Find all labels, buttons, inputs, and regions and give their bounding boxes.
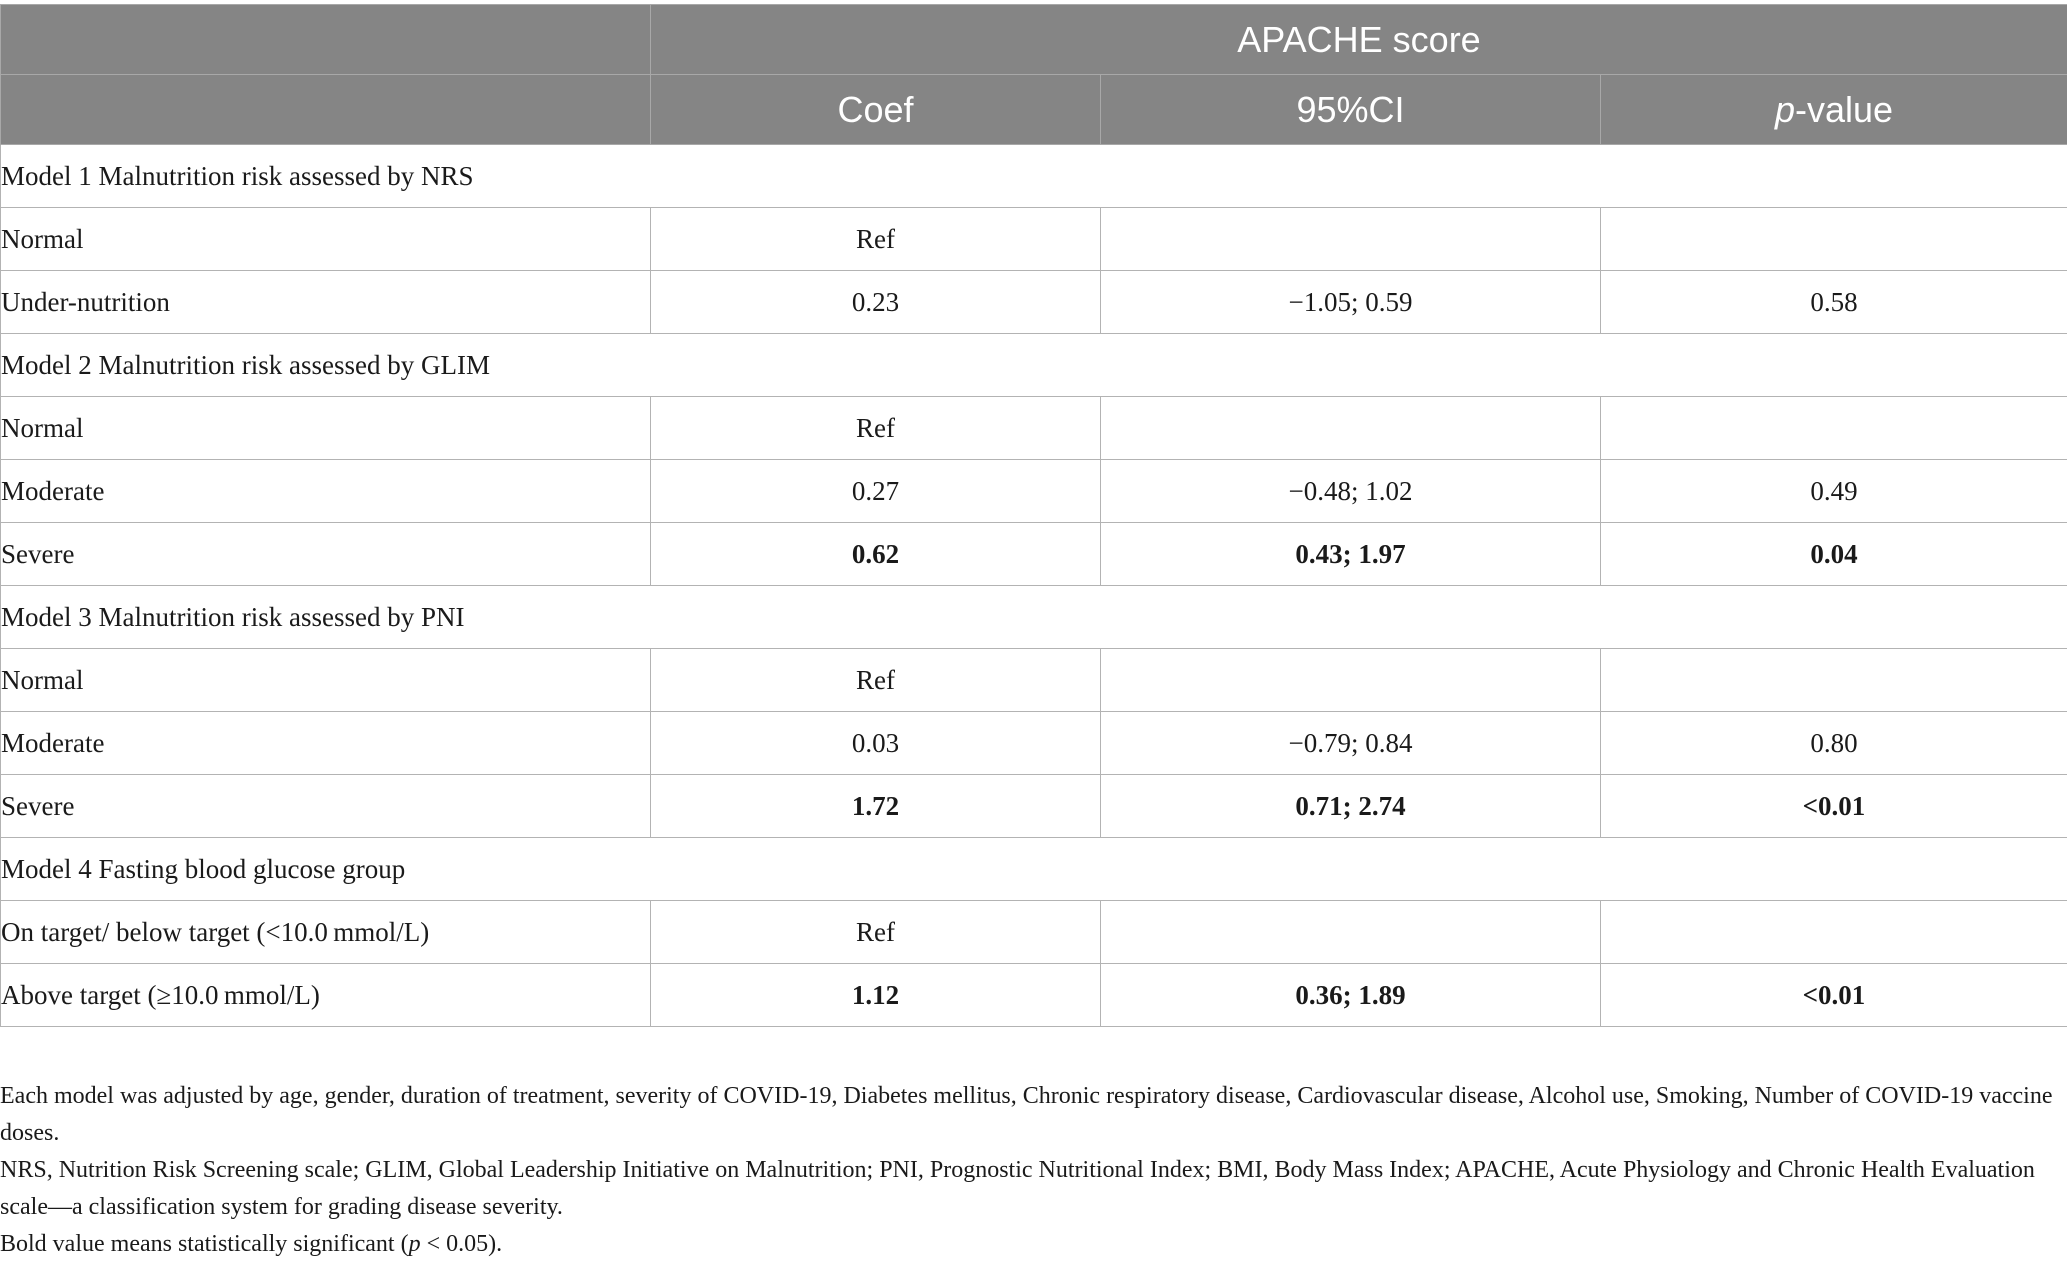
coef-cell: Ref bbox=[651, 397, 1101, 460]
coef-cell: 1.12 bbox=[651, 964, 1101, 1027]
p-value-cell: 0.49 bbox=[1601, 460, 2067, 523]
table-row bbox=[1, 712, 2067, 775]
table-row bbox=[1, 271, 2067, 334]
table-body bbox=[1, 145, 2067, 1027]
p-value-cell bbox=[1601, 901, 2067, 964]
coef-cell: 0.23 bbox=[651, 271, 1101, 334]
ci-cell: 0.43; 1.97 bbox=[1101, 523, 1601, 586]
p-value-column-header bbox=[1601, 75, 2067, 145]
ci-cell bbox=[1101, 208, 1601, 271]
table-footnotes bbox=[0, 1078, 2067, 1263]
table-row bbox=[1, 775, 2067, 838]
p-value-cell: <0.01 bbox=[1601, 775, 2067, 838]
p-value-cell bbox=[1601, 649, 2067, 712]
coef-cell: 0.03 bbox=[651, 712, 1101, 775]
ci-cell: −0.79; 0.84 bbox=[1101, 712, 1601, 775]
model-group-label: Model 3 Malnutrition risk assessed by PNI bbox=[1, 586, 2067, 649]
coef-cell: 0.62 bbox=[651, 523, 1101, 586]
model-group-label: Model 2 Malnutrition risk assessed by GLIM bbox=[1, 334, 2067, 397]
row-label: Normal bbox=[1, 208, 651, 271]
coef-cell: Ref bbox=[651, 649, 1101, 712]
model-group-row bbox=[1, 145, 2067, 208]
table-row bbox=[1, 460, 2067, 523]
model-group-label: Model 1 Malnutrition risk assessed by NRS bbox=[1, 145, 2067, 208]
row-label: Normal bbox=[1, 397, 651, 460]
header-empty-cell bbox=[1, 5, 651, 75]
row-label: Normal bbox=[1, 649, 651, 712]
row-label: Moderate bbox=[1, 712, 651, 775]
table-row bbox=[1, 208, 2067, 271]
super-header-row bbox=[1, 5, 2067, 75]
table-row bbox=[1, 523, 2067, 586]
model-group-row bbox=[1, 586, 2067, 649]
p-value-cell: 0.80 bbox=[1601, 712, 2067, 775]
ci-cell: −0.48; 1.02 bbox=[1101, 460, 1601, 523]
row-label: Severe bbox=[1, 775, 651, 838]
ci-cell bbox=[1101, 397, 1601, 460]
p-value-cell bbox=[1601, 397, 2067, 460]
coef-cell: 1.72 bbox=[651, 775, 1101, 838]
table-row bbox=[1, 397, 2067, 460]
significance-note bbox=[0, 1226, 2067, 1263]
p-suffix: -value bbox=[1794, 88, 1894, 130]
p-value-cell: <0.01 bbox=[1601, 964, 2067, 1027]
ci-cell: 0.36; 1.89 bbox=[1101, 964, 1601, 1027]
header-empty-cell bbox=[1, 75, 651, 145]
table-row bbox=[1, 901, 2067, 964]
coef-column-header: Coef bbox=[651, 75, 1101, 145]
table-row bbox=[1, 649, 2067, 712]
ci-column-header: 95%CI bbox=[1101, 75, 1601, 145]
ci-cell bbox=[1101, 901, 1601, 964]
row-label: Severe bbox=[1, 523, 651, 586]
significance-p: p bbox=[408, 1231, 421, 1257]
adjustment-note: Each model was adjusted by age, gender, duration of treatment, severity of COVID-19, Diabetes mellitus, Chronic respiratory disease, Cardiovascular disease, Alcohol use, Smoking, Number of COVID-19 vaccine doses. bbox=[0, 1083, 2053, 1146]
ci-cell bbox=[1101, 649, 1601, 712]
table-row bbox=[1, 964, 2067, 1027]
model-group-row bbox=[1, 334, 2067, 397]
coef-cell: Ref bbox=[651, 901, 1101, 964]
ci-cell: −1.05; 0.59 bbox=[1101, 271, 1601, 334]
p-value-cell: 0.58 bbox=[1601, 271, 2067, 334]
significance-prefix: Bold value means statistically significant ( bbox=[0, 1231, 409, 1257]
p-value-cell: 0.04 bbox=[1601, 523, 2067, 586]
significance-suffix: < 0.05). bbox=[420, 1231, 503, 1257]
apache-score-header: APACHE score bbox=[651, 5, 2067, 75]
column-header-row bbox=[1, 75, 2067, 145]
coef-cell: 0.27 bbox=[651, 460, 1101, 523]
abbreviations-note: NRS, Nutrition Risk Screening scale; GLIM, Global Leadership Initiative on Malnutrition; PNI, Prognostic Nutritional Index; BMI, Body Mass Index; APACHE, Acute Physiology and Chronic Health Evaluation scale—a classification system for grading disease severity. bbox=[0, 1157, 2035, 1220]
p-value-cell bbox=[1601, 208, 2067, 271]
ci-cell: 0.71; 2.74 bbox=[1101, 775, 1601, 838]
row-label: Above target (≥10.0 mmol/L) bbox=[1, 964, 651, 1027]
regression-table bbox=[0, 4, 2067, 1027]
row-label: On target/ below target (<10.0 mmol/L) bbox=[1, 901, 651, 964]
row-label: Moderate bbox=[1, 460, 651, 523]
coef-cell: Ref bbox=[651, 208, 1101, 271]
row-label: Under-nutrition bbox=[1, 271, 651, 334]
model-group-label: Model 4 Fasting blood glucose group bbox=[1, 838, 2067, 901]
model-group-row bbox=[1, 838, 2067, 901]
p-italic: p bbox=[1774, 88, 1795, 130]
